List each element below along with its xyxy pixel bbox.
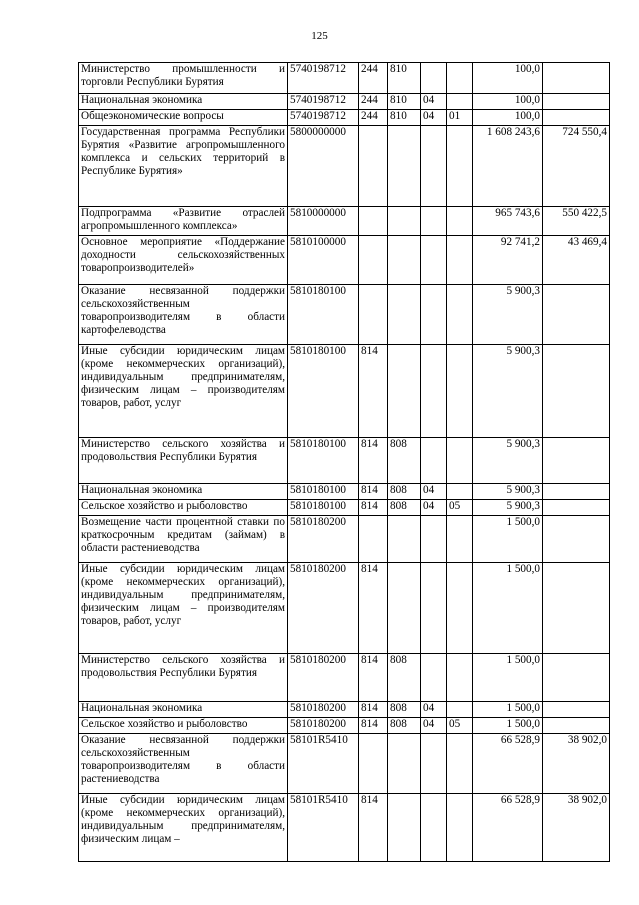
row-target-article: 5810100000 <box>288 236 359 285</box>
row-sum-federal: 43 469,4 <box>543 236 610 285</box>
row-name: Государственная программа Республики Бурятия «Развитие агропромышленного комплекса и сельских территорий в Республике Бурятия» <box>79 126 288 207</box>
row-sum-federal <box>543 516 610 563</box>
row-sum-federal <box>543 654 610 702</box>
row-subsection <box>447 63 473 94</box>
row-sum: 100,0 <box>473 63 543 94</box>
row-expense-type: 814 <box>359 345 388 438</box>
row-target-article: 5810180200 <box>288 563 359 654</box>
row-target-article: 5810180100 <box>288 345 359 438</box>
table-row <box>79 500 610 516</box>
row-administrator: 810 <box>388 110 421 126</box>
row-name: Министерство сельского хозяйства и продовольствия Республики Бурятия <box>79 438 288 484</box>
row-sum-federal <box>543 63 610 94</box>
row-name: Иные субсидии юридическим лицам (кроме некоммерческих организаций), индивидуальным предпринимателям, физическим лицам – <box>79 794 288 862</box>
row-subsection <box>447 345 473 438</box>
row-sum: 100,0 <box>473 94 543 110</box>
row-section <box>421 236 447 285</box>
row-target-article: 58101R5410 <box>288 794 359 862</box>
row-administrator: 810 <box>388 94 421 110</box>
table-row <box>79 236 610 285</box>
row-subsection: 05 <box>447 500 473 516</box>
row-name: Оказание несвязанной поддержки сельскохозяйственным товаропроизводителям в области растениеводства <box>79 734 288 794</box>
row-sum-federal <box>543 94 610 110</box>
table-row <box>79 438 610 484</box>
row-administrator <box>388 207 421 236</box>
row-target-article: 5810180200 <box>288 702 359 718</box>
row-administrator: 808 <box>388 702 421 718</box>
row-name: Подпрограмма «Развитие отраслей агропромышленного комплекса» <box>79 207 288 236</box>
row-administrator <box>388 285 421 345</box>
row-administrator <box>388 516 421 563</box>
row-name: Сельское хозяйство и рыболовство <box>79 500 288 516</box>
row-name: Иные субсидии юридическим лицам (кроме некоммерческих организаций), индивидуальным предпринимателям, физическим лицам – производителям товаров, работ, услуг <box>79 345 288 438</box>
page-number: 125 <box>311 30 328 42</box>
row-name: Национальная экономика <box>79 94 288 110</box>
row-section: 04 <box>421 110 447 126</box>
row-sum-federal <box>543 563 610 654</box>
row-name: Общеэкономические вопросы <box>79 110 288 126</box>
row-name: Оказание несвязанной поддержки сельскохозяйственным товаропроизводителям в области картофелеводства <box>79 285 288 345</box>
row-name: Национальная экономика <box>79 484 288 500</box>
row-sum-federal <box>543 718 610 734</box>
row-section <box>421 345 447 438</box>
row-subsection <box>447 438 473 484</box>
row-target-article: 5810180100 <box>288 285 359 345</box>
row-expense-type <box>359 285 388 345</box>
row-administrator: 808 <box>388 438 421 484</box>
row-sum: 5 900,3 <box>473 285 543 345</box>
row-administrator <box>388 126 421 207</box>
row-sum: 1 500,0 <box>473 702 543 718</box>
row-subsection <box>447 236 473 285</box>
row-sum-federal: 724 550,4 <box>543 126 610 207</box>
row-target-article: 5740198712 <box>288 94 359 110</box>
row-subsection: 05 <box>447 718 473 734</box>
row-name: Национальная экономика <box>79 702 288 718</box>
row-target-article: 5810180200 <box>288 654 359 702</box>
table-row <box>79 126 610 207</box>
table-row <box>79 345 610 438</box>
row-expense-type: 244 <box>359 94 388 110</box>
row-sum: 5 900,3 <box>473 500 543 516</box>
row-target-article: 5810180200 <box>288 718 359 734</box>
table-row <box>79 285 610 345</box>
row-target-article: 5810000000 <box>288 207 359 236</box>
row-name: Основное мероприятие «Поддержание доходности сельскохозяйственных товаропроизводителей» <box>79 236 288 285</box>
row-administrator: 810 <box>388 63 421 94</box>
row-target-article: 5740198712 <box>288 63 359 94</box>
row-expense-type <box>359 207 388 236</box>
row-expense-type: 814 <box>359 794 388 862</box>
row-expense-type: 814 <box>359 654 388 702</box>
row-name: Министерство промышленности и торговли Республики Бурятия <box>79 63 288 94</box>
row-administrator <box>388 236 421 285</box>
row-section: 04 <box>421 484 447 500</box>
table-row <box>79 207 610 236</box>
row-sum-federal: 38 902,0 <box>543 734 610 794</box>
row-sum-federal <box>543 345 610 438</box>
table-row <box>79 563 610 654</box>
row-expense-type: 814 <box>359 702 388 718</box>
row-subsection <box>447 794 473 862</box>
row-target-article: 5810180100 <box>288 438 359 484</box>
row-expense-type <box>359 734 388 794</box>
row-section: 04 <box>421 94 447 110</box>
row-section <box>421 63 447 94</box>
row-sum-federal <box>543 500 610 516</box>
table-row <box>79 94 610 110</box>
row-name: Возмещение части процентной ставки по краткосрочным кредитам (займам) в области растениеводства <box>79 516 288 563</box>
row-subsection <box>447 484 473 500</box>
row-expense-type: 244 <box>359 63 388 94</box>
row-section <box>421 654 447 702</box>
row-administrator <box>388 563 421 654</box>
row-target-article: 58101R5410 <box>288 734 359 794</box>
table-row <box>79 63 610 94</box>
row-target-article: 5810180100 <box>288 484 359 500</box>
row-section <box>421 516 447 563</box>
table-row <box>79 484 610 500</box>
row-expense-type: 814 <box>359 718 388 734</box>
row-administrator <box>388 734 421 794</box>
row-section <box>421 207 447 236</box>
row-name: Министерство сельского хозяйства и продовольствия Республики Бурятия <box>79 654 288 702</box>
row-section <box>421 734 447 794</box>
row-sum-federal <box>543 285 610 345</box>
row-target-article: 5810180100 <box>288 500 359 516</box>
row-subsection: 01 <box>447 110 473 126</box>
row-expense-type <box>359 516 388 563</box>
row-subsection <box>447 285 473 345</box>
row-sum: 1 500,0 <box>473 654 543 702</box>
row-expense-type: 244 <box>359 110 388 126</box>
table-row <box>79 718 610 734</box>
row-administrator <box>388 345 421 438</box>
row-expense-type: 814 <box>359 500 388 516</box>
row-sum: 1 500,0 <box>473 718 543 734</box>
row-name: Иные субсидии юридическим лицам (кроме некоммерческих организаций), индивидуальным предпринимателям, физическим лицам – производителям товаров, работ, услуг <box>79 563 288 654</box>
row-section: 04 <box>421 702 447 718</box>
budget-table <box>78 62 610 862</box>
row-section: 04 <box>421 500 447 516</box>
row-sum-federal <box>543 110 610 126</box>
row-sum-federal <box>543 438 610 484</box>
row-sum-federal: 550 422,5 <box>543 207 610 236</box>
table-row <box>79 110 610 126</box>
row-target-article: 5740198712 <box>288 110 359 126</box>
table-row <box>79 734 610 794</box>
row-sum-federal: 38 902,0 <box>543 794 610 862</box>
table-row <box>79 516 610 563</box>
table-row <box>79 702 610 718</box>
row-sum: 1 500,0 <box>473 563 543 654</box>
row-section <box>421 794 447 862</box>
row-administrator: 808 <box>388 718 421 734</box>
row-sum: 92 741,2 <box>473 236 543 285</box>
row-subsection <box>447 654 473 702</box>
row-sum-federal <box>543 702 610 718</box>
row-administrator: 808 <box>388 654 421 702</box>
row-section <box>421 438 447 484</box>
row-section <box>421 563 447 654</box>
row-administrator: 808 <box>388 484 421 500</box>
row-subsection <box>447 516 473 563</box>
row-expense-type: 814 <box>359 438 388 484</box>
row-expense-type <box>359 126 388 207</box>
row-expense-type: 814 <box>359 563 388 654</box>
row-subsection <box>447 94 473 110</box>
table-row <box>79 794 610 862</box>
row-section <box>421 126 447 207</box>
row-sum: 5 900,3 <box>473 438 543 484</box>
row-sum: 66 528,9 <box>473 794 543 862</box>
row-sum: 66 528,9 <box>473 734 543 794</box>
row-subsection <box>447 734 473 794</box>
row-target-article: 5800000000 <box>288 126 359 207</box>
row-section <box>421 285 447 345</box>
row-expense-type <box>359 236 388 285</box>
row-sum: 100,0 <box>473 110 543 126</box>
row-sum: 1 500,0 <box>473 516 543 563</box>
row-sum-federal <box>543 484 610 500</box>
row-name: Сельское хозяйство и рыболовство <box>79 718 288 734</box>
row-target-article: 5810180200 <box>288 516 359 563</box>
row-subsection <box>447 126 473 207</box>
row-subsection <box>447 207 473 236</box>
row-administrator <box>388 794 421 862</box>
row-sum: 5 900,3 <box>473 345 543 438</box>
row-expense-type: 814 <box>359 484 388 500</box>
row-section: 04 <box>421 718 447 734</box>
row-sum: 5 900,3 <box>473 484 543 500</box>
row-subsection <box>447 563 473 654</box>
row-sum: 1 608 243,6 <box>473 126 543 207</box>
row-subsection <box>447 702 473 718</box>
table-row <box>79 654 610 702</box>
row-sum: 965 743,6 <box>473 207 543 236</box>
row-administrator: 808 <box>388 500 421 516</box>
